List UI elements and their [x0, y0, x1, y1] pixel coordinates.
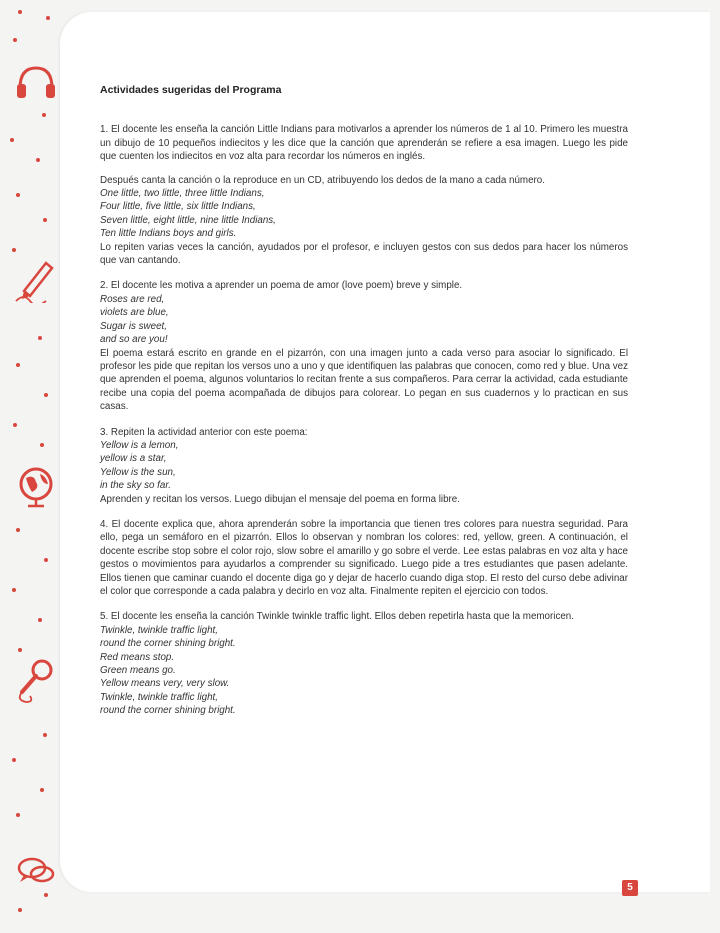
- verse-line: One little, two little, three little Indians,: [100, 188, 265, 200]
- verse-line: Ten little Indians boys and girls.: [100, 228, 237, 240]
- paragraph: 4. El docente explica que, ahora aprenderán sobre la importancia que tienen tres colores para nuestra seguridad. Para ello, pega un semáforo en el pizarrón. Ellos lo observan y nombran los colores: red, yellow, green. A continuación, el docente escribe stop sobre el color rojo, slow sobre el amarillo y go sobre el verde. Lee estas palabras en voz alta y hace gestos o movimientos para ayudarlos a comprender su significado. Luego pide a tres estudiantes que pasen adelante. Ellos tienen que caminar cuando el docente diga go y dejar de hacerlo cuando diga stop. El resto del curso debe adivinar el color que corresponde a cada palabra y decirlo en voz alta. Finalmente repiten el ejercicio con todos.: [100, 518, 628, 597]
- document-body: [100, 84, 628, 730]
- activity-3: [100, 426, 628, 506]
- verse-line: Yellow is a lemon,: [100, 439, 179, 451]
- document-title: Actividades sugeridas del Programa: [100, 84, 282, 96]
- verse-line: Twinkle, twinkle traffic light,: [100, 691, 218, 703]
- activity-4: [100, 518, 628, 598]
- paragraph: 1. El docente les enseña la canción Little Indians para motivarlos a aprender los números de 1 al 10. Primero les muestra un dibujo de 10 pequeños indiecitos y les dice que la canción que aprenderán se refiere a esa imagen. Luego les pide que cuenten los indiecitos en voz alta para recordar los números en inglés.: [100, 124, 628, 163]
- verse-line: Roses are red,: [100, 293, 165, 305]
- verse-line: Yellow is the sun,: [100, 466, 176, 478]
- verse-line: and so are you!: [100, 334, 168, 346]
- activity-2: [100, 279, 628, 413]
- globe-icon: [12, 462, 60, 510]
- verse-line: Twinkle, twinkle traffic light,: [100, 624, 218, 636]
- verse-line: Yellow means very, very slow.: [100, 678, 230, 690]
- verse-line: Sugar is sweet,: [100, 320, 167, 332]
- verse-line: Green means go.: [100, 665, 176, 677]
- verse-line: round the corner shining bright.: [100, 705, 236, 717]
- microphone-icon: [12, 656, 60, 704]
- verse-line: violets are blue,: [100, 307, 169, 319]
- verse-line: round the corner shining bright.: [100, 638, 236, 650]
- verse-line: Red means stop.: [100, 651, 175, 663]
- page-number-badge: 5: [622, 880, 638, 896]
- paragraph: El poema estará escrito en grande en el pizarrón, con una imagen junto a cada verso para asociar lo significado. El profesor les pide que repitan los versos uno a uno y que identifiquen las palabras que conocen, como red y blue. Una vez que aprenden el poema, algunos voluntarios lo recitan frente a sus compañeros. Para cerrar la actividad, cada estudiante recibe una copia del poema acompañada de dibujos para colorear. Lo pegan en sus cuadernos y lo practican en sus casas.: [100, 347, 628, 413]
- verse-line: in the sky so far.: [100, 480, 171, 492]
- verse-line: Four little, five little, six little Indians,: [100, 201, 256, 213]
- paragraph: Lo repiten varias veces la canción, ayudados por el profesor, e incluyen gestos con sus dedos para hacer los números que van cantando.: [100, 241, 628, 267]
- paragraph: Aprenden y recitan los versos. Luego dibujan el mensaje del poema en forma libre.: [100, 493, 460, 505]
- pencil-icon: [12, 255, 60, 303]
- verse-line: Seven little, eight little, nine little Indians,: [100, 214, 276, 226]
- paragraph: Después canta la canción o la reproduce en un CD, atribuyendo los dedos de la mano a cada número.: [100, 174, 545, 186]
- activity-5: [100, 610, 628, 717]
- paragraph: 3. Repiten la actividad anterior con este poema:: [100, 426, 308, 438]
- paragraph: 5. El docente les enseña la canción Twinkle twinkle traffic light. Ellos deben repetirla hasta que la memoricen.: [100, 611, 574, 623]
- activity-1: [100, 123, 628, 267]
- paragraph: 2. El docente les motiva a aprender un poema de amor (love poem) breve y simple.: [100, 280, 463, 292]
- speech-bubbles-icon: [12, 848, 60, 896]
- headphones-icon: [12, 58, 60, 106]
- verse-line: yellow is a star,: [100, 453, 167, 465]
